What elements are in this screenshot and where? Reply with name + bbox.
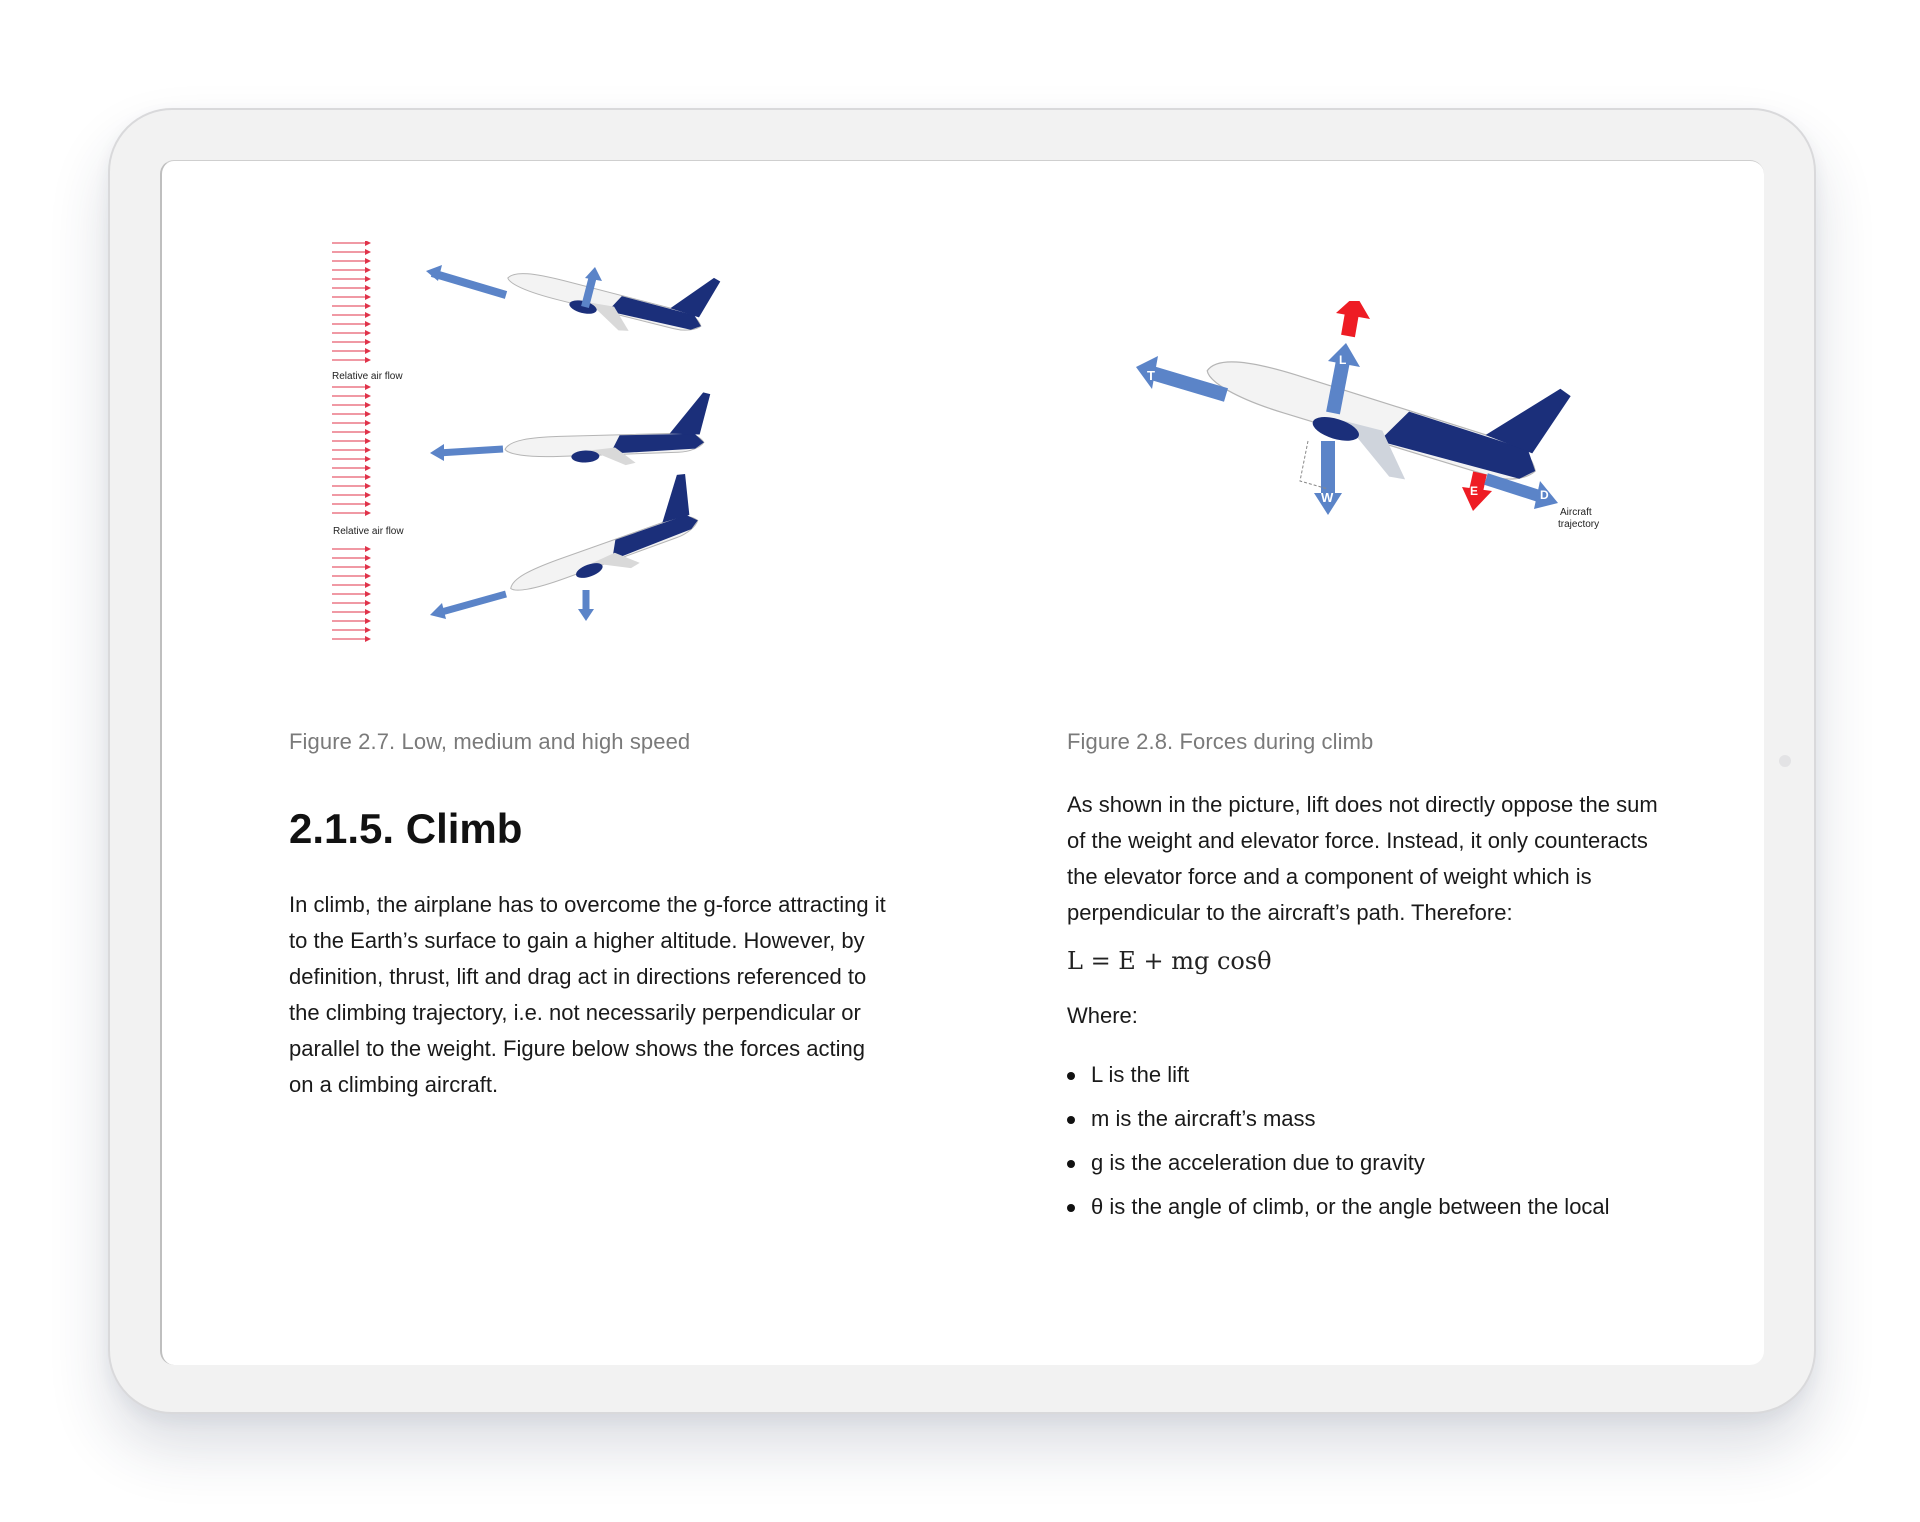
list-item: θ is the angle of climb, or the angle between the local — [1067, 1191, 1610, 1235]
airflow-label-top: Relative air flow — [332, 371, 403, 382]
list-item: g is the acceleration due to gravity — [1067, 1147, 1610, 1191]
lift-formula: L = E + mg cosθ — [1067, 947, 1272, 975]
section-title: 2.1.5. Climb — [289, 805, 523, 852]
figure-2-7-caption: Figure 2.7. Low, medium and high speed — [289, 729, 691, 754]
trajectory-label-line2: trajectory — [1558, 519, 1600, 530]
explanation-paragraph: As shown in the picture, lift does not directly oppose the sum of the weight and elevator force. Instead, it only counteracts the elevator force and a component of weight which is perpendicular to the aircraft’s path. Therefore: — [1067, 792, 1658, 925]
list-item: m is the aircraft’s mass — [1067, 1103, 1610, 1147]
plane-medium-forces — [430, 444, 503, 461]
thrust-label: T — [1147, 368, 1155, 383]
plane-medium-speed — [503, 392, 712, 469]
drag-arrow — [1486, 479, 1558, 509]
figure-2-7-speed-illustration — [330, 241, 850, 661]
weight-arrow — [1300, 441, 1342, 515]
weight-label: W — [1321, 490, 1334, 505]
section-intro: In climb, the airplane has to overcome the g-force attracting it to the Earth’s surface to gain a higher altitude. However, by definition, thrust, lift and drag act in directions referenced to the climbing trajectory, i.e. not necessarily perpendicular or parallel to the weight. Figure below shows the forces acting on a climbing aircraft. — [289, 892, 886, 1097]
figure-2-8-forces-diagram — [1130, 301, 1650, 601]
plane-low-speed — [502, 241, 721, 351]
trajectory-label-line1: Aircraft — [1560, 507, 1592, 518]
airflow-label-bottom: Relative air flow — [333, 526, 404, 537]
variable-list — [1067, 1059, 1610, 1235]
figure-2-8-caption: Figure 2.8. Forces during climb — [1067, 729, 1374, 754]
plane-high-speed — [494, 472, 709, 609]
plane-high-forces — [430, 590, 594, 621]
airflow-lines — [332, 243, 370, 639]
upward-resultant-arrow — [1336, 301, 1370, 336]
list-item: L is the lift — [1067, 1059, 1610, 1103]
elevator-label: E — [1470, 484, 1479, 498]
where-label: Where: — [1067, 1003, 1138, 1028]
front-camera — [1779, 755, 1791, 767]
lift-label: L — [1339, 353, 1347, 367]
drag-label: D — [1540, 488, 1549, 502]
reader-screen[interactable] — [160, 160, 1764, 1365]
